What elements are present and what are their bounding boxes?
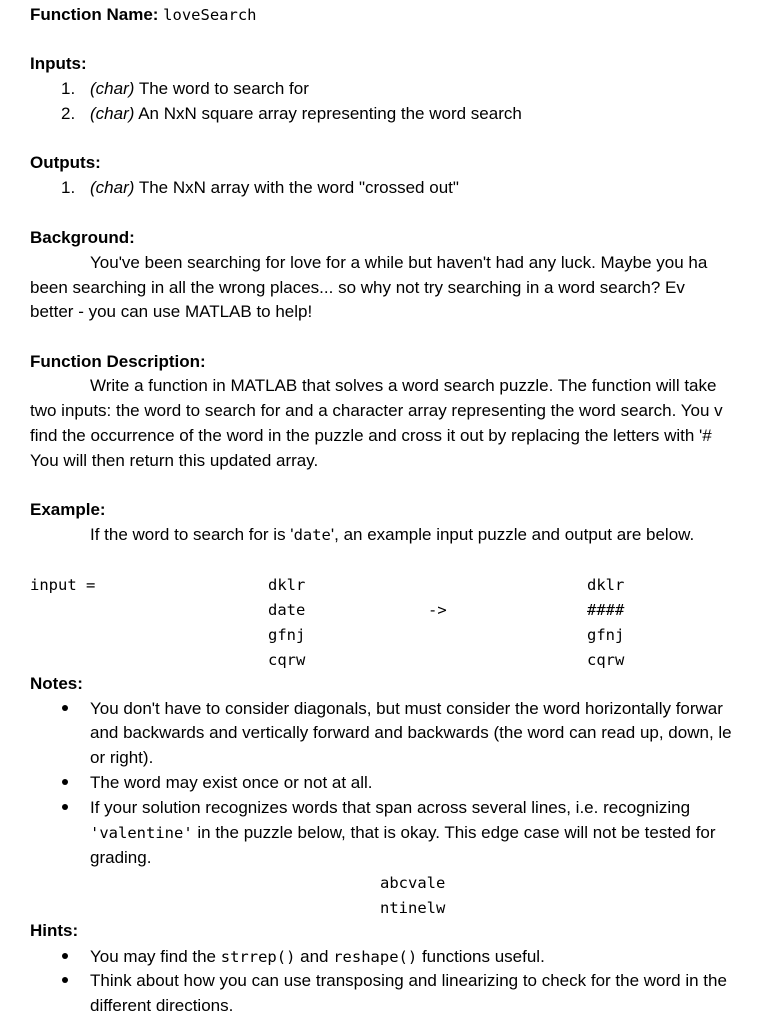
example-intro-start: If the word to search for is ' xyxy=(90,525,294,544)
hints-item-1-c: functions useful. xyxy=(417,947,545,966)
input-row-3: gfnj xyxy=(268,626,306,644)
function-name-line xyxy=(30,5,257,25)
example-intro xyxy=(90,525,694,545)
description-heading: Function Description: xyxy=(30,352,206,371)
output-row-4: cqrw xyxy=(587,651,625,669)
outputs-item-1-text: The NxN array with the word "crossed out" xyxy=(134,178,459,197)
notes-bullet-2 xyxy=(62,779,68,785)
background-line-3: better - you can use MATLAB to help! xyxy=(30,302,313,321)
notes-bullet-3 xyxy=(62,804,68,810)
notes-item-2: The word may exist once or not at all. xyxy=(90,773,373,792)
hints-bullet-2 xyxy=(62,977,68,983)
outputs-item-1-type: (char) xyxy=(90,178,135,197)
example-heading: Example: xyxy=(30,500,106,519)
inputs-item-1-type: (char) xyxy=(90,79,135,98)
output-row-1: dklr xyxy=(587,576,625,594)
notes-item-1-line-2: and backwards and vertically forward and backwards (the word can read up, down, le xyxy=(90,723,732,742)
inputs-item-1-text: The word to search for xyxy=(134,79,309,98)
puzzle-row-1: abcvale xyxy=(380,874,446,892)
notes-valentine-code: 'valentine' xyxy=(90,824,193,842)
hints-item-2-line-2: different directions. xyxy=(90,996,234,1015)
inputs-item-2 xyxy=(90,104,522,124)
notes-item-1-line-1: You don't have to consider diagonals, but must consider the word horizontally forwar xyxy=(90,699,723,718)
description-line-2: two inputs: the word to search for and a character array representing the word search. You v xyxy=(30,401,723,420)
notes-item-3-line-2-text: in the puzzle below, that is okay. This edge case will not be tested for xyxy=(192,823,716,842)
hints-item-1-b: and xyxy=(295,947,334,966)
input-row-4: cqrw xyxy=(268,651,306,669)
puzzle-row-2: ntinelw xyxy=(380,899,446,917)
example-input-label: input = xyxy=(30,576,96,594)
notes-item-3-line-1: If your solution recognizes words that span across several lines, i.e. recognizing xyxy=(90,798,691,817)
background-line-2: been searching in all the wrong places... so why not try searching in a word search? Ev xyxy=(30,278,685,297)
notes-bullet-1 xyxy=(62,705,68,711)
inputs-item-2-number: 2. xyxy=(61,104,76,123)
notes-item-1-line-3: or right). xyxy=(90,748,154,767)
output-row-3: gfnj xyxy=(587,626,625,644)
outputs-item-1 xyxy=(90,178,459,198)
hints-item-2-line-1: Think about how you can use transposing and linearizing to check for the word in the xyxy=(90,971,727,990)
hints-item-1-a: You may find the xyxy=(90,947,221,966)
inputs-item-2-text: An NxN square array representing the word search xyxy=(134,104,522,123)
input-row-1: dklr xyxy=(268,576,306,594)
outputs-heading: Outputs: xyxy=(30,153,101,172)
outputs-item-1-number: 1. xyxy=(61,178,76,197)
inputs-heading: Inputs: xyxy=(30,54,87,73)
inputs-item-1 xyxy=(90,79,309,99)
input-row-2: date xyxy=(268,601,306,619)
hints-strrep-code: strrep() xyxy=(220,948,296,966)
example-intro-end: ', an example input puzzle and output are below. xyxy=(330,525,695,544)
notes-heading: Notes: xyxy=(30,674,83,693)
inputs-item-1-number: 1. xyxy=(61,79,76,98)
background-heading: Background: xyxy=(30,228,135,247)
hints-reshape-code: reshape() xyxy=(333,948,418,966)
notes-item-3-line-2 xyxy=(90,823,716,843)
example-word: date xyxy=(293,526,331,544)
description-line-1: Write a function in MATLAB that solves a word search puzzle. The function will take xyxy=(90,376,717,395)
description-line-4: You will then return this updated array. xyxy=(30,451,319,470)
notes-item-3-line-3: grading. xyxy=(90,848,152,867)
output-row-2: #### xyxy=(587,601,625,619)
background-line-1: You've been searching for love for a while but haven't had any luck. Maybe you ha xyxy=(90,253,708,272)
example-arrow: -> xyxy=(428,601,447,619)
function-name: loveSearch xyxy=(163,6,257,24)
hints-item-1 xyxy=(90,947,545,967)
hints-bullet-1 xyxy=(62,953,68,959)
inputs-item-2-type: (char) xyxy=(90,104,135,123)
hints-heading: Hints: xyxy=(30,921,79,940)
function-name-label: Function Name: xyxy=(30,5,164,24)
description-line-3: find the occurrence of the word in the puzzle and cross it out by replacing the letters with '# xyxy=(30,426,712,445)
